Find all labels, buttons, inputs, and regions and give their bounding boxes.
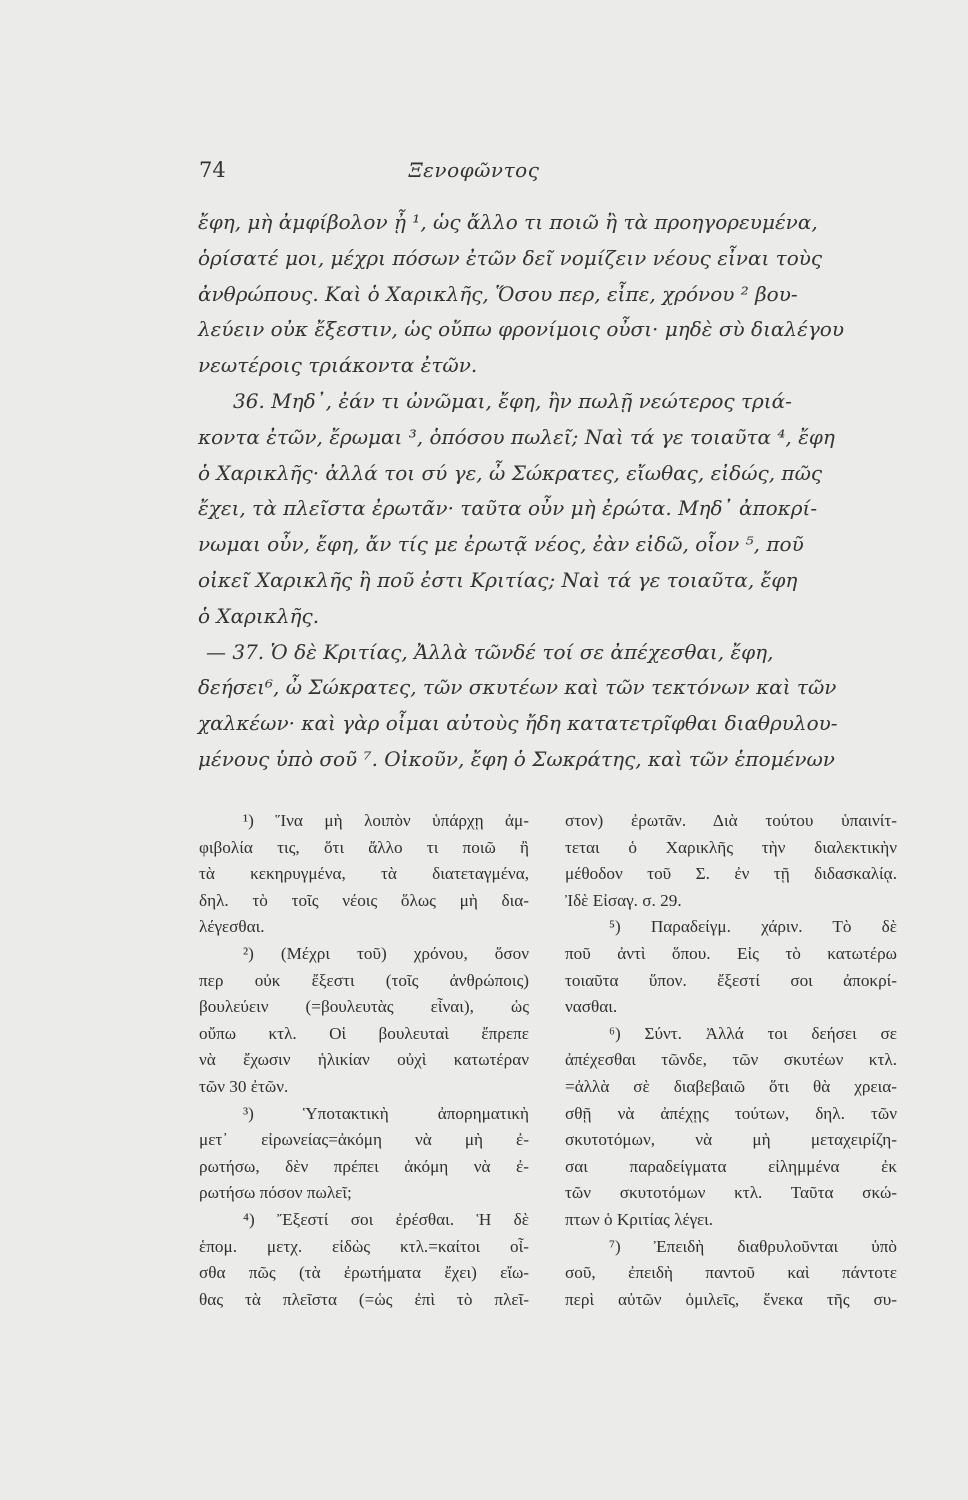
footnote-line: ²) (Μέχρι τοῦ) χρόνου, ὅσον (243, 943, 529, 963)
text-line: ἔχει, τὰ πλεῖστα ἐρωτᾶν· ταῦτα οὖν μὴ ἐρώτα. Μηδ᾽ ἀποκρί- (198, 496, 818, 521)
footnote-line: τοιαῦτα ὕπον. ἔξεστί σοι ἀποκρί- (565, 970, 897, 990)
footnote-line: σκυτοτόμων, νὰ μὴ μεταχειρίζη- (565, 1130, 897, 1150)
footnote-line: λέγεσθαι. (199, 917, 265, 937)
text-line: ὁ Χαρικλῆς. (198, 603, 320, 628)
text-line: κοντα ἐτῶν, ἔρωμαι ³, ὁπόσου πωλεῖ; Ναὶ τά γε τοιαῦτα ⁴, ἔφη (198, 424, 835, 449)
footnote-line: μετ᾽ εἰρωνείας=ἀκόμη νὰ μὴ ἐ- (199, 1130, 529, 1150)
text-line: ὁ Χαρικλῆς· ἀλλά τοι σύ γε, ὦ Σώκρατες, εἴωθας, εἰδώς, πῶς (198, 460, 823, 485)
footnote-line: ρωτήσω πόσον πωλεῖ; (199, 1183, 352, 1203)
text-line: χαλκέων· καὶ γὰρ οἶμαι αὐτοὺς ἤδη κατατετρῖφθαι διαθρυλου- (198, 711, 838, 736)
footnotes-right-column (565, 808, 897, 1313)
main-text-block (198, 205, 844, 778)
text-line: οἰκεῖ Χαρικλῆς ἢ ποῦ ἐστι Κριτίας; Ναὶ τά γε τοιαῦτα, ἔφη (198, 567, 798, 592)
running-title: Ξενοφῶντος (408, 158, 540, 182)
footnote-line: βουλεύειν (=βουλευτὰς εἶναι), ὡς (199, 997, 529, 1017)
footnote-line: ἑπομ. μετχ. εἰδὼς κτλ.=καίτοι οἶ- (199, 1236, 529, 1256)
text-line: 36. Μηδ᾽, ἐάν τι ὠνῶμαι, ἔφη, ἢν πωλῇ νεώτερος τριά- (233, 388, 792, 413)
page-header (199, 158, 749, 194)
footnote-line: ρωτήσω, δὲν πρέπει ἀκόμη νὰ ἐ- (199, 1156, 529, 1176)
text-line: νεωτέροις τριάκοντα ἐτῶν. (198, 353, 478, 378)
text-line: μένους ὑπὸ σοῦ ⁷. Οἰκοῦν, ἔφη ὁ Σωκράτης, καὶ τῶν ἑπομένων (198, 746, 835, 771)
footnote-line: σθῇ νὰ ἀπέχῃς τούτων, δηλ. τῶν (565, 1103, 897, 1123)
footnote-line: τὰ κεκηρυγμένα, τὰ διατεταγμένα, (199, 864, 529, 884)
footnote-line: ἀπέχεσθαι τῶνδε, τῶν σκυτέων κτλ. (565, 1050, 897, 1070)
footnote-line: φιβολία τις, ὅτι ἄλλο τι ποιῶ ἢ (199, 837, 529, 857)
footnote-line: ³) Ὑποτακτικὴ ἀπορηματικὴ (243, 1103, 529, 1123)
footnote-line: σοῦ, ἐπειδὴ παντοῦ καὶ πάντοτε (565, 1263, 897, 1283)
text-line: νωμαι οὖν, ἔφη, ἄν τίς με ἐρωτᾷ νέος, ἐὰν εἰδῶ, οἷον ⁵, ποῦ (198, 532, 804, 557)
footnote-line: ⁶) Σύντ. Ἀλλά τοι δεήσει σε (609, 1023, 897, 1043)
footnote-line: περὶ αὐτῶν ὁμιλεῖς, ἕνεκα τῆς συ- (565, 1289, 897, 1309)
text-line: ἀνθρώπους. Καὶ ὁ Χαρικλῆς, Ὅσου περ, εἶπε, χρόνου ² βου- (198, 281, 798, 306)
footnote-line: θας τὰ πλεῖστα (=ὡς ἐπὶ τὸ πλεῖ- (199, 1289, 529, 1309)
footnote-line: δηλ. τὸ τοῖς νέοις ὅλως μὴ δια- (199, 890, 529, 910)
text-line: — 37. Ὁ δὲ Κριτίας, Ἀλλὰ τῶνδέ τοί σε ἀπέχεσθαι, ἔφη, (206, 639, 774, 664)
footnote-line: τῶν 30 ἐτῶν. (199, 1076, 289, 1096)
footnote-line: περ οὐκ ἔξεστι (τοῖς ἀνθρώποις) (199, 970, 529, 990)
footnote-line: οὔπω κτλ. Οἱ βουλευταὶ ἔπρεπε (199, 1023, 529, 1043)
footnote-line: νὰ ἔχωσιν ἡλικίαν οὐχὶ κατωτέραν (199, 1050, 529, 1070)
footnote-line: στον) ἐρωτᾶν. Διὰ τούτου ὑπαινίτ- (565, 811, 897, 830)
footnote-line: =ἀλλὰ σὲ διαβεβαιῶ ὅτι θὰ χρεια- (565, 1076, 897, 1096)
footnote-line: νασθαι. (565, 997, 618, 1017)
footnote-line: τῶν σκυτοτόμων κτλ. Ταῦτα σκώ- (565, 1183, 897, 1203)
footnote-line: μέθοδον τοῦ Σ. ἐν τῇ διδασκαλίᾳ. (565, 864, 897, 884)
footnote-line: ποῦ ἀντὶ ὅπου. Εἰς τὸ κατωτέρω (565, 943, 897, 963)
footnote-line: τεται ὁ Χαρικλῆς τὴν διαλεκτικὴν (565, 837, 897, 857)
footnote-line: Ἰδὲ Εἰσαγ. σ. 29. (565, 890, 682, 910)
text-line: δεήσει⁶, ὦ Σώκρατες, τῶν σκυτέων καὶ τῶν τεκτόνων καὶ τῶν (198, 675, 837, 700)
text-line: λεύειν οὐκ ἔξεστιν, ὡς οὔπω φρονίμοις οὖσι· μηδὲ σὺ διαλέγου (198, 317, 844, 342)
footnote-line: ⁵) Παραδείγμ. χάριν. Τὸ δὲ (609, 917, 897, 937)
footnote-line: ⁴) Ἔξεστί σοι ἐρέσθαι. Ἡ δὲ (243, 1209, 529, 1229)
footnote-line: σαι παραδείγματα εἰλημμένα ἐκ (565, 1156, 897, 1176)
page-number: 74 (199, 158, 226, 182)
footnote-line: ⁷) Ἐπειδὴ διαθρυλοῦνται ὑπὸ (609, 1236, 897, 1256)
footnote-line: ¹) Ἵνα μὴ λοιπὸν ὑπάρχῃ ἀμ- (243, 811, 529, 830)
text-line: ἔφη, μὴ ἀμφίβολον ᾖ ¹, ὡς ἄλλο τι ποιῶ ἢ τὰ προηγορευμένα, (198, 210, 818, 234)
footnote-line: σθα πῶς (τὰ ἐρωτήματα ἔχει) εἴω- (199, 1263, 529, 1283)
footnotes-left-column (199, 808, 529, 1313)
footnote-line: πτων ὁ Κριτίας λέγει. (565, 1209, 714, 1229)
text-line: ὁρίσατέ μοι, μέχρι πόσων ἐτῶν δεῖ νομίζειν νέους εἶναι τοὺς (198, 245, 823, 270)
